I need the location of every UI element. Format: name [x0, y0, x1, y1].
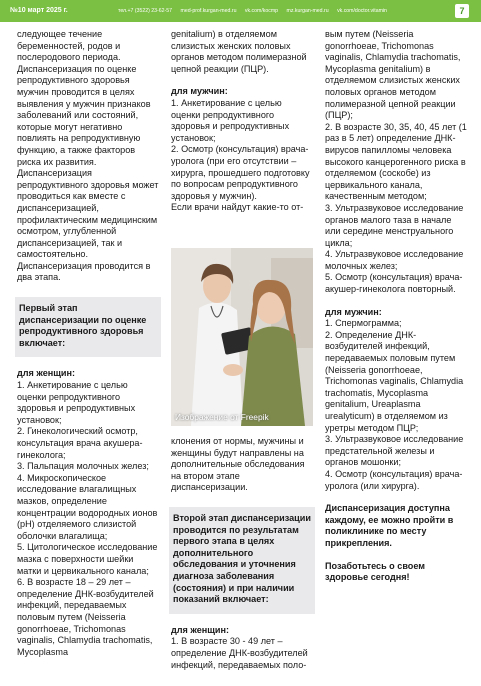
paragraph: Диспансеризация по оценке репродуктивного здоровья мужчин проводится в целях выявления у мужчин признаков заболеваний или состояний, которые могут негативно повлиять на репродуктивную функцию, а также факторов риска их развития.	[17, 63, 151, 167]
list-item: 3. Пальпация молочных желез;	[17, 461, 149, 472]
list-item: 2. Определение ДНК-возбудителей инфекций, передаваемых половым путем (Neisseria gonorrhoeae, Trichomonas vaginalis, Chlamydia trachomatis, Mycoplasma genitalium, Ureaplasma urealyticum) в отделяемом из уретры методом ПЦР;	[325, 329, 464, 433]
list-item: 2. В возрасте 30, 35, 40, 45 лет (1 раз в 5 лет) определение ДНК-вирусов папилломы человека высокого канцерогенного риска в отделяемом (соскобе) из цервикального канала, качественным методом;	[325, 121, 467, 202]
vk-link-1[interactable]: vk.com/kocmp	[244, 8, 279, 14]
list-item: 4. Микроскопическое исследование влагалищных мазков, определение концентрации водородных ионов (pH) отделяемого слизистой оболочки влагалища;	[17, 472, 158, 541]
list-item: 2. Осмотр (консультация) врача-уролога (при его отсутствии – хирурга, прошедшего подготовку по вопросам репродуктивного здоровья у мужчин).	[171, 144, 310, 201]
men-subheading: для мужчин:	[325, 306, 382, 317]
paragraph: Диспансеризация репродуктивного здоровья может проводиться как вместе с диспансеризацией, профилактическим медицинским осмотром, углубленной диспансеризацией, так и самостоятельно.	[17, 168, 159, 260]
email-site-link[interactable]: mz.kurgan-med.ru	[286, 8, 329, 14]
list-item: 1. Спермограмма;	[325, 318, 402, 329]
list-item: 3. Ультразвуковое исследование предстательной железы и органов мошонки;	[325, 434, 464, 468]
column-2-lower	[171, 436, 313, 671]
list-item: 1. В возрасте 30 - 49 лет – определение ДНК-возбудителей инфекций, передаваемых поло-	[171, 636, 308, 670]
column-2	[171, 29, 313, 214]
page-header	[0, 0, 481, 22]
paragraph: Диспансеризация проводится в два этапа.	[17, 260, 151, 283]
stage1-heading: Первый этап диспансеризации по оценке репродуктивного здоровья включает:	[15, 297, 161, 357]
column-3	[325, 29, 468, 584]
closing-call: Позаботьтесь о своем здоровье сегодня!	[325, 560, 426, 583]
list-item: 1. Анкетирование с целью оценки репродуктивного здоровья и репродуктивных установок;	[171, 97, 290, 143]
list-item: 5. Цитологическое исследование мазка с поверхности шейки матки и цервикального канала;	[17, 542, 158, 576]
list-item: 1. Анкетирование с целью оценки репродуктивного здоровья и репродуктивных установок;	[17, 380, 136, 425]
paragraph: Если врачи найдут какие-то от-	[171, 202, 304, 213]
list-item: 6. В возрасте 18 – 29 лет – определение ДНК-возбудителей инфекций, передаваемых половым путем (Neisseria gonorrhoeae, Trichomonas vaginalis, Chlamydia trachomatis, Mycoplasma	[17, 577, 154, 657]
header-contacts	[118, 0, 394, 22]
list-item: 4. Ультразвуковое исследование молочных желез;	[325, 249, 464, 271]
page-number: 7	[455, 4, 469, 18]
women-subheading: для женщин:	[17, 368, 76, 379]
paragraph: вым путем (Neisseria gonorrhoeae, Trichomonas vaginalis, Chlamydia trachomatis, Mycoplasma genitalium) в отделяемом слизистых женских половых органов методом полимеразной цепной реакции (ПЦР);	[325, 29, 461, 121]
paragraph: genitalium) в отделяемом слизистых женских половых органов методом полимеразной цепной реакции (ПЦР).	[171, 29, 307, 74]
stage2-heading: Второй этап диспансеризации проводится по результатам первого этапа в целях дополнительного обследования и уточнения диагноза заболевания (состояния) и при наличии показаний включает:	[169, 507, 315, 614]
issue-label: №10 март 2025 г.	[10, 7, 68, 14]
vk-link-2[interactable]: vk.com/doctor.vitamin	[337, 8, 387, 14]
list-item: 4. Осмотр (консультация) врача-уролога (или хирурга).	[325, 468, 463, 491]
list-item: 3. Ультразвуковое исследование органов малого таза в начале или середине менструального цикла;	[325, 202, 464, 248]
paragraph: клонения от нормы, мужчины и женщины будут направлены на дополнительные обследования на втором этапе диспансеризации.	[171, 436, 305, 493]
men-subheading: для мужчин:	[171, 86, 228, 97]
doctor-patient-photo	[171, 248, 313, 426]
paragraph: следующее течение беременностей, родов и послеродового периода.	[17, 29, 121, 63]
column-1	[17, 29, 159, 658]
list-item: 2. Гинекологический осмотр, консультация врача акушера-гинеколога;	[17, 426, 143, 460]
site-link[interactable]: med-prof.kurgan-med.ru	[180, 8, 237, 14]
phone-text: тел.+7 (3522) 23-62-57	[118, 8, 173, 14]
closing-statement: Диспансеризация доступна каждому, ее можно пройти в поликлинике по месту прикрепления.	[325, 503, 454, 548]
photo-credit: Изображение от Freepik	[175, 412, 269, 422]
women-subheading: для женщин:	[171, 624, 230, 635]
list-item: 5. Осмотр (консультация) врача-акушер-гинеколога повторный.	[325, 272, 463, 295]
